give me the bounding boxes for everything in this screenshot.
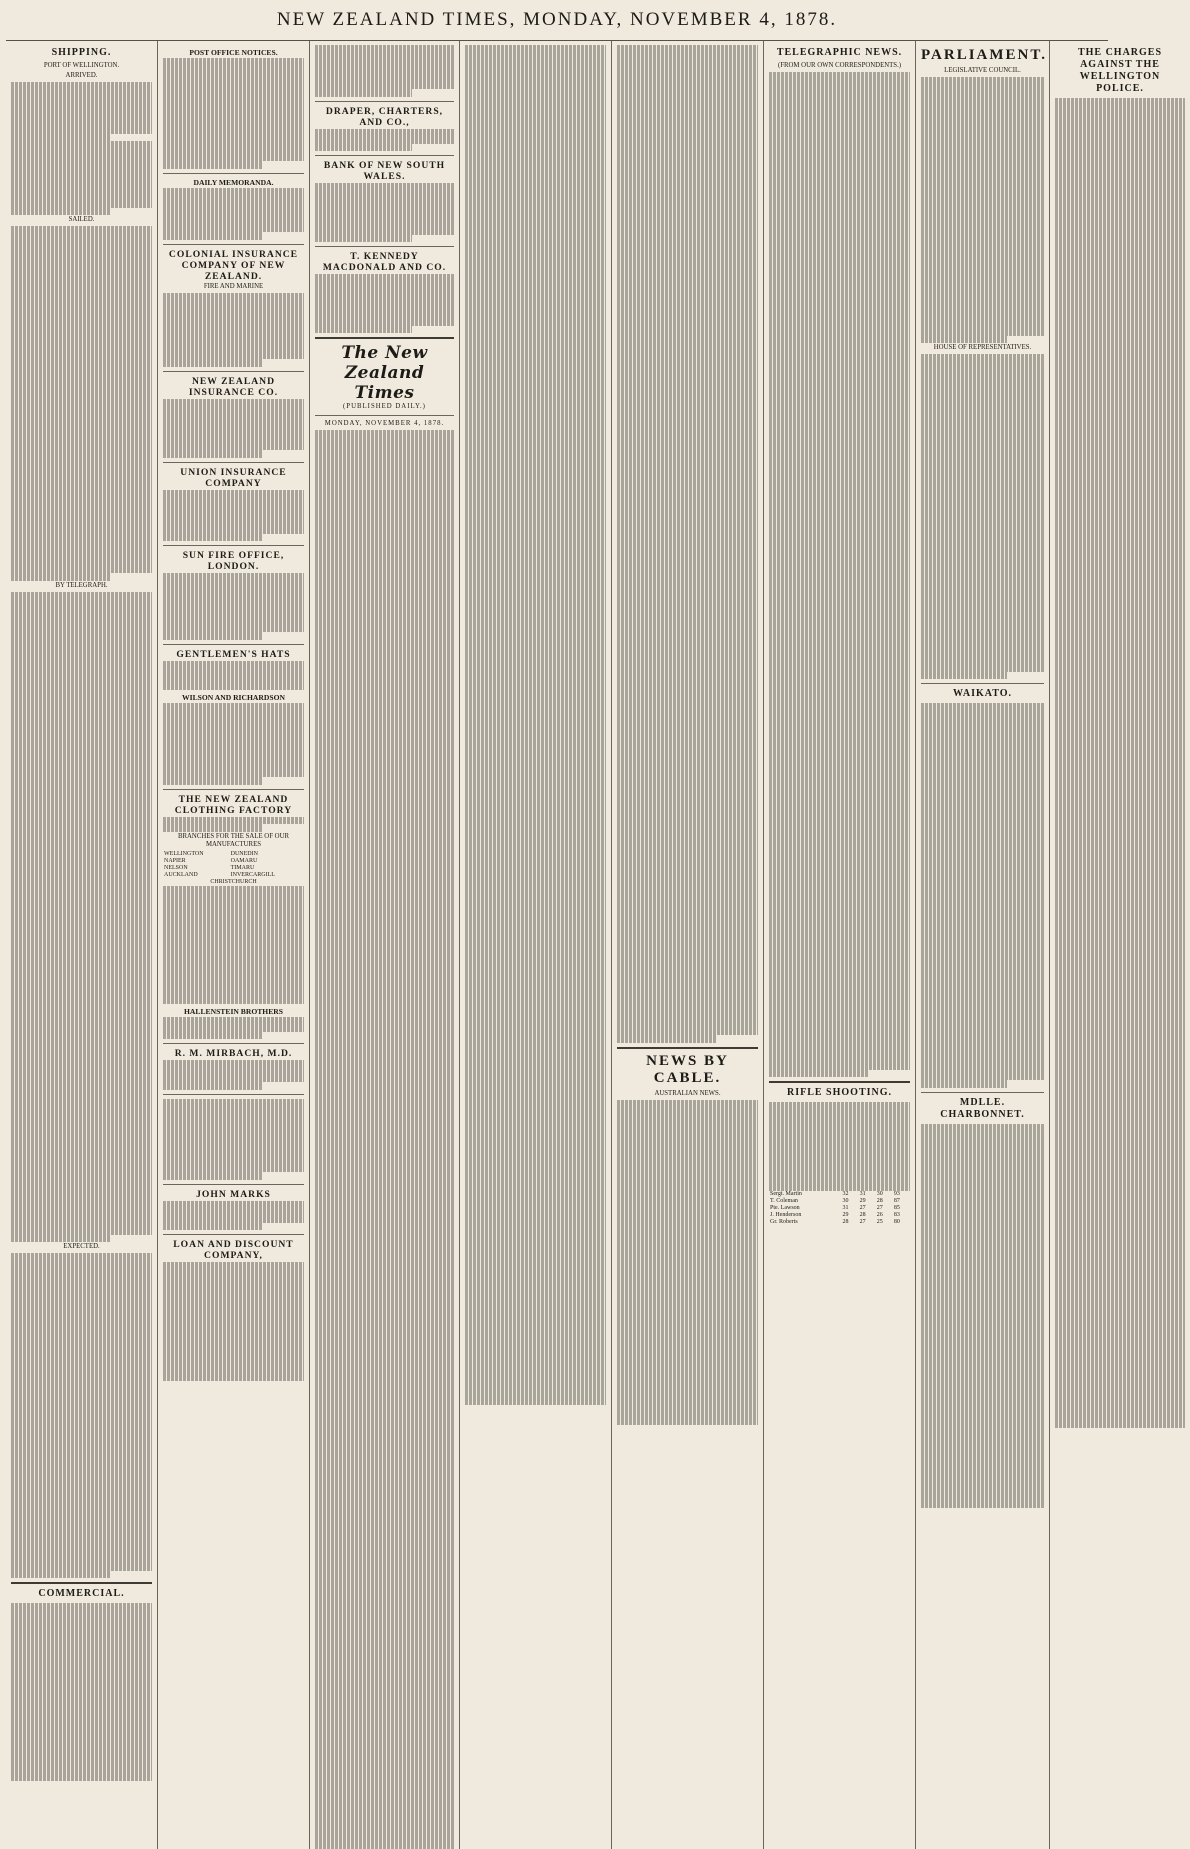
nz-insurance-heading: NEW ZEALAND INSURANCE CO. bbox=[188, 375, 279, 398]
australian-news-label: AUSTRALIAN NEWS. bbox=[654, 1089, 721, 1097]
sailed-label: SAILED. bbox=[68, 216, 95, 224]
table-row: T. Coleman 30 29 28 87 bbox=[770, 1197, 900, 1204]
masthead bbox=[6, 0, 1108, 41]
table-row: Sergt. Martin 32 31 30 93 bbox=[770, 1190, 900, 1197]
john-marks-heading: JOHN MARKS bbox=[196, 1188, 271, 1200]
town-name: CHRISTCHURCH bbox=[210, 878, 257, 885]
bank-heading: BANK OF NEW SOUTH WALES. bbox=[323, 159, 446, 182]
port-heading: PORT OF WELLINGTON. bbox=[43, 62, 120, 69]
police-charges-heading: THE CHARGES AGAINST THE WELLINGTON POLICE. bbox=[1077, 47, 1163, 94]
branches-label: BRANCHES FOR THE SALE OF OUR MANUFACTURES bbox=[177, 832, 290, 848]
town-name: TIMARU bbox=[230, 864, 255, 871]
mirbach-heading: R. M. MIRBACH, M.D. bbox=[174, 1047, 293, 1059]
table-row: Pte. Lawson 31 27 27 85 bbox=[770, 1204, 900, 1211]
hallenstein-name: HALLENSTEIN BROTHERS bbox=[184, 1006, 283, 1016]
columns bbox=[6, 41, 1163, 1600]
post-office-heading: POST OFFICE NOTICES. bbox=[189, 48, 278, 57]
issue-date: MONDAY, NOVEMBER 4, 1878. bbox=[324, 419, 445, 427]
town-name: INVERCARGILL bbox=[230, 871, 275, 878]
fire-marine-label: FIRE AND MARINE bbox=[203, 282, 264, 290]
masthead-title: NEW ZEALAND TIMES, MONDAY, NOVEMBER 4, 1878. bbox=[276, 9, 838, 30]
column-5 bbox=[612, 41, 764, 1849]
column-6 bbox=[764, 41, 916, 1849]
gentlemens-hats-heading: GENTLEMEN'S HATS bbox=[176, 648, 291, 660]
daily-memoranda-heading: DAILY MEMORANDA. bbox=[193, 177, 274, 187]
town-name: NELSON bbox=[164, 864, 188, 871]
town-name: AUCKLAND bbox=[164, 871, 198, 878]
published-daily: (PUBLISHED DAILY.) bbox=[343, 403, 426, 411]
union-insurance-heading: UNION INSURANCE COMPANY bbox=[180, 466, 287, 489]
commercial-heading: COMMERCIAL. bbox=[38, 1588, 125, 1600]
telegraphic-news-heading: TELEGRAPHIC NEWS. bbox=[776, 47, 903, 58]
rifle-shooting-heading: RIFLE SHOOTING. bbox=[786, 1087, 893, 1099]
column-4 bbox=[460, 41, 612, 1849]
table-row: J. Henderson 29 28 26 83 bbox=[770, 1211, 900, 1218]
town-name: DUNEDIN bbox=[230, 850, 258, 857]
town-name: OAMARU bbox=[230, 857, 258, 864]
arrived-label: ARRIVED. bbox=[65, 72, 98, 79]
wilson-richardson-name: WILSON AND RICHARDSON bbox=[182, 693, 285, 703]
column-7 bbox=[916, 41, 1050, 1849]
column-8 bbox=[1050, 41, 1190, 1849]
column-2 bbox=[158, 41, 310, 1849]
town-name: NAPIER bbox=[164, 857, 186, 864]
branches-table bbox=[163, 851, 304, 886]
news-by-cable-heading: NEWS BY CABLE. bbox=[646, 1052, 729, 1086]
waikato-heading: WAIKATO. bbox=[952, 688, 1013, 700]
charbonnet-heading: MDLLE. CHARBONNET. bbox=[940, 1096, 1025, 1120]
press-agency-label: (FROM OUR OWN CORRESPONDENTS.) bbox=[777, 62, 902, 69]
loan-discount-heading: LOAN AND DISCOUNT COMPANY, bbox=[173, 1239, 294, 1262]
colonial-insurance-heading: COLONIAL INSURANCE COMPANY OF NEW ZEALAND. bbox=[168, 248, 299, 282]
kennedy-heading: T. KENNEDY MACDONALD AND CO. bbox=[322, 251, 447, 274]
town-name: WELLINGTON bbox=[164, 850, 204, 857]
table-row: Gr. Roberts 28 27 25 80 bbox=[770, 1218, 900, 1225]
parliament-heading: PARLIAMENT. bbox=[921, 47, 1048, 63]
house-of-reps-label: HOUSE OF REPRESENTATIVES. bbox=[933, 344, 1032, 352]
shipping-heading: SHIPPING. bbox=[51, 47, 112, 58]
sun-fire-heading: SUN FIRE OFFICE, LONDON. bbox=[182, 550, 285, 573]
legislative-council-label: LEGISLATIVE COUNCIL. bbox=[944, 67, 1021, 74]
column-3 bbox=[310, 41, 460, 1849]
draper-heading: DRAPER, CHARTERS, AND CO., bbox=[325, 105, 444, 128]
nz-clothing-heading: THE NEW ZEALAND CLOTHING FACTORY bbox=[174, 793, 293, 816]
column-1 bbox=[6, 41, 158, 1849]
rifle-scores-table bbox=[769, 1191, 910, 1226]
by-telegraph-label: BY TELEGRAPH. bbox=[55, 581, 108, 589]
expected-label: EXPECTED. bbox=[63, 1243, 100, 1251]
newspaper-logo: The New Zealand Times bbox=[341, 343, 428, 404]
